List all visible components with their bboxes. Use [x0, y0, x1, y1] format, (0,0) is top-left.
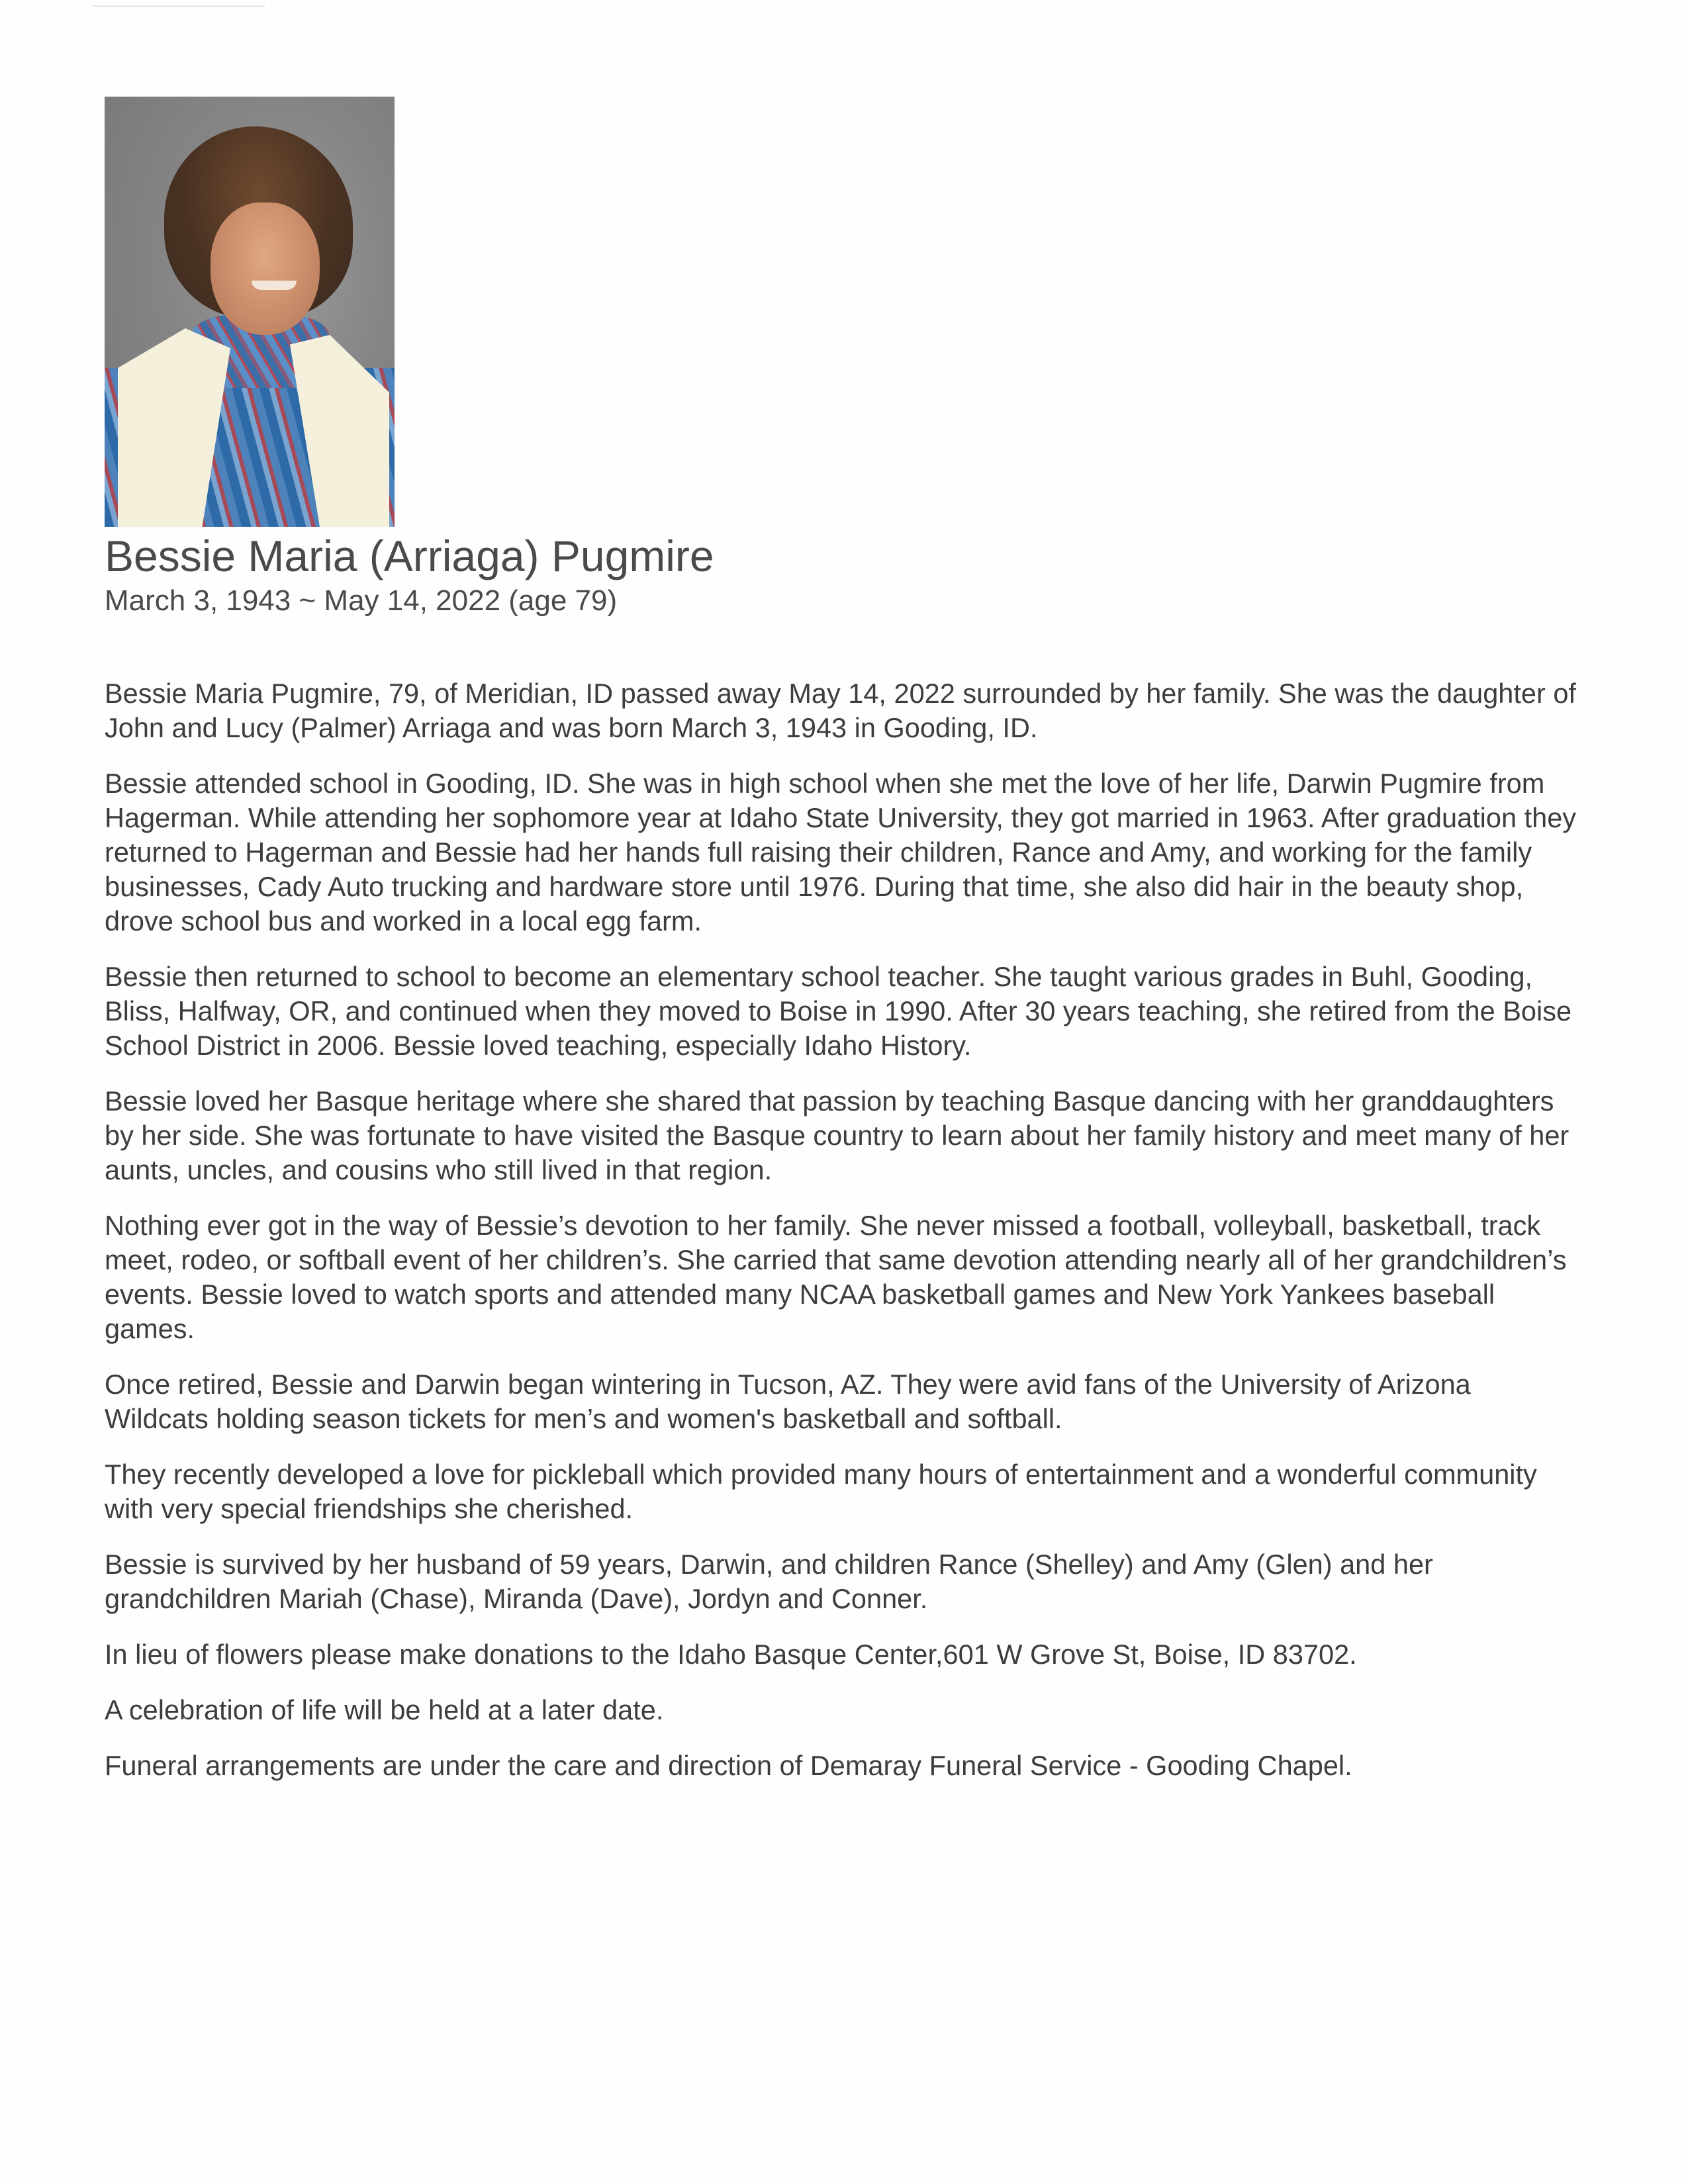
deceased-name: Bessie Maria (Arriaga) Pugmire	[105, 531, 714, 580]
paragraph-donations: In lieu of flowers please make donations to the Idaho Basque Center,601 W Grove St, Boise, ID 83702.	[105, 1639, 1357, 1670]
paragraph-teaching: Bessie then returned to school to become an elementary school teacher. She taught various grades in Buhl, Gooding, Bliss, Halfway, OR, and continued when they moved to Boise in 1990. After 30 years teaching, she retired from the Boise School District in 2006. Bessie loved teaching, especially Idaho History.	[105, 961, 1572, 1061]
paragraph-passing: Bessie Maria Pugmire, 79, of Meridian, ID passed away May 14, 2022 surrounded by her family. She was the daughter of John and Lucy (Palmer) Arriaga and was born March 3, 1943 in Gooding, ID.	[105, 678, 1576, 743]
paragraph-survivors: Bessie is survived by her husband of 59 years, Darwin, and children Rance (Shelley) and Amy (Glen) and her grandchildren Mariah (Chase), Miranda (Dave), Jordyn and Conner.	[105, 1549, 1433, 1614]
scan-artifact	[93, 5, 265, 7]
life-dates: March 3, 1943 ~ May 14, 2022 (age 79)	[105, 584, 618, 617]
paragraph-arrangements: Funeral arrangements are under the care and direction of Demaray Funeral Service - Gooding Chapel.	[105, 1750, 1352, 1781]
photo-smile-shape	[252, 281, 297, 290]
paragraph-retirement: Once retired, Bessie and Darwin began wintering in Tucson, AZ. They were avid fans of the University of Arizona Wildcats holding season tickets for men’s and women's basketball and softball.	[105, 1369, 1471, 1434]
paragraph-family-devotion: Nothing ever got in the way of Bessie’s devotion to her family. She never missed a football, volleyball, basketball, track meet, rodeo, or softball event of her children’s. She carried that same devotion attending nearly all of her grandchildren’s events. Bessie loved to watch sports and attended many NCAA basketball games and New York Yankees baseball games.	[105, 1210, 1567, 1344]
obituary-body	[105, 676, 1581, 1804]
paragraph-early-life: Bessie attended school in Gooding, ID. She was in high school when she met the love of her life, Darwin Pugmire from Hagerman. While attending her sophomore year at Idaho State University, they got married in 1963. After graduation they returned to Hagerman and Bessie had her hands full raising their children, Rance and Amy, and working for the family businesses, Cady Auto trucking and hardware store until 1976. During that time, she also did hair in the beauty shop, drove school bus and worked in a local egg farm.	[105, 768, 1577, 936]
paragraph-celebration: A celebration of life will be held at a later date.	[105, 1694, 664, 1725]
paragraph-basque-heritage: Bessie loved her Basque heritage where she shared that passion by teaching Basque dancing with her granddaughters by her side. She was fortunate to have visited the Basque country to learn about her family history and meet many of her aunts, uncles, and cousins who still lived in that region.	[105, 1085, 1570, 1185]
paragraph-pickleball: They recently developed a love for pickleball which provided many hours of entertainment and a wonderful community with very special friendships she cherished.	[105, 1459, 1537, 1524]
portrait-photo	[105, 97, 395, 527]
photo-face-shape	[211, 203, 320, 335]
